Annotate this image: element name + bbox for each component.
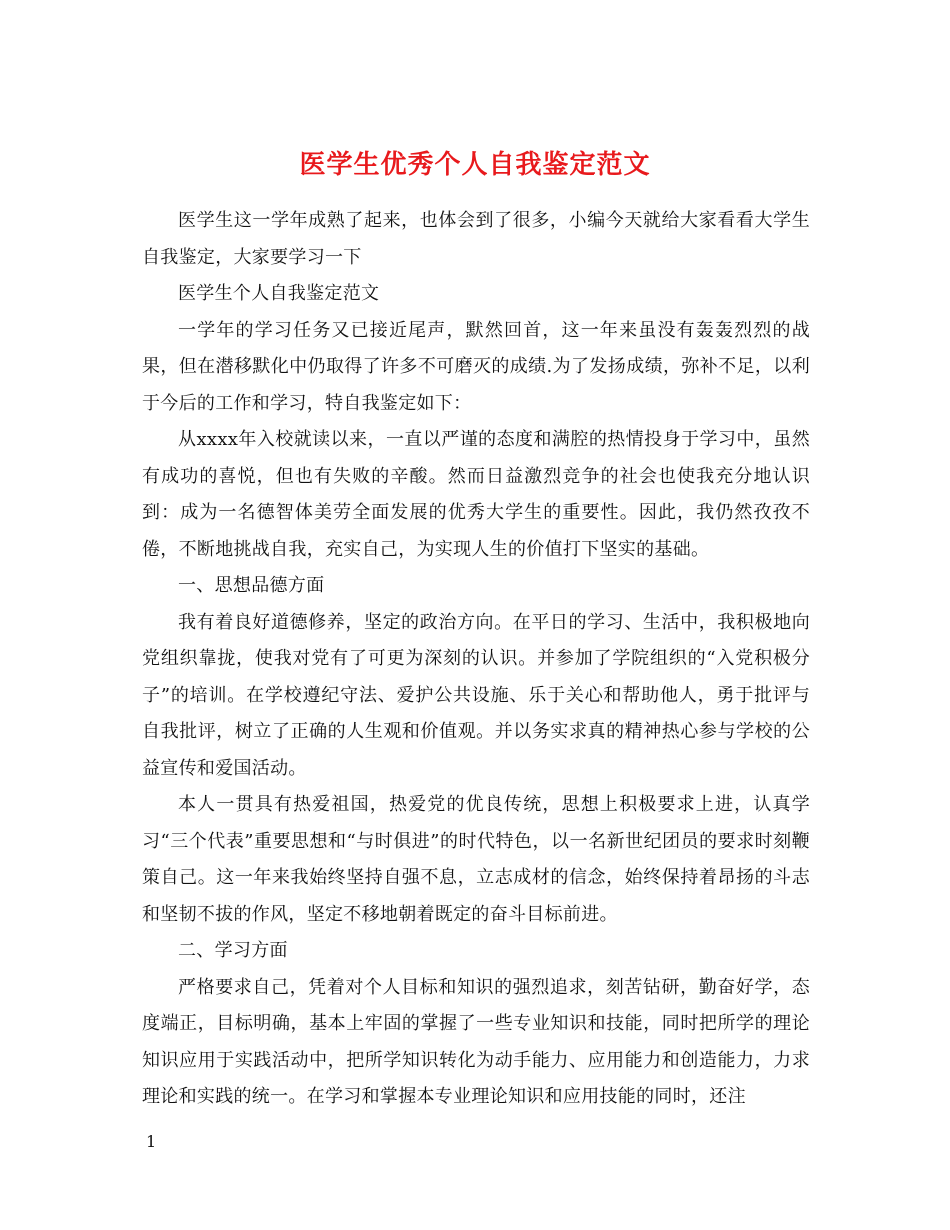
ideology-paragraph-1: 我有着良好道德修养，坚定的政治方向。在平日的学习、生活中，我积极地向党组织靠拢，使我对党有了可更为深刻的认识。并参加了学院组织的“入党积极分子”的培训。在学校遵纪守法、爱护公共设施、乐于关心和帮助他人，勇于批评与自我批评，树立了正确的人生观和价值观。并以务实求真的精神热心参与学校的公益宣传和爱国活动。 — [142, 611, 810, 779]
subtitle-paragraph: 医学生个人自我鉴定范文 — [178, 283, 380, 304]
section-heading-ideology: 一、思想品德方面 — [178, 575, 325, 596]
section-heading-study: 二、学习方面 — [178, 940, 288, 961]
document-body — [142, 203, 810, 1116]
opening-paragraph: 一学年的学习任务又已接近尾声，默然回首，这一年来虽没有轰轰烈烈的战果，但在潜移默化中仍取得了许多不可磨灭的成绩.为了发扬成绩，弥补不足，以利于今后的工作和学习，特自我鉴定如下： — [142, 319, 810, 414]
study-background-paragraph: 从xxxx年入校就读以来，一直以严谨的态度和满腔的热情投身于学习中，虽然有成功的喜悦，但也有失败的辛酸。然而日益激烈竞争的社会也使我充分地认识到：成为一名德智体美劳全面发展的优秀大学生的重要性。因此，我仍然孜孜不倦，不断地挑战自我，充实自己，为实现人生的价值打下坚实的基础。 — [142, 429, 810, 560]
ideology-paragraph-2: 本人一贯具有热爱祖国，热爱党的优良传统，思想上积极要求上进，认真学习“三个代表”重要思想和“与时俱进”的时代特色，以一名新世纪团员的要求时刻鞭策自己。这一年来我始终坚持自强不息，立志成材的信念，始终保持着昂扬的斗志和坚韧不拔的作风，坚定不移地朝着既定的奋斗目标前进。 — [142, 794, 810, 925]
document-title: 医学生优秀个人自我鉴定范文 — [299, 150, 651, 181]
intro-paragraph: 医学生这一学年成熟了起来，也体会到了很多，小编今天就给大家看看大学生自我鉴定，大家要学习一下 — [142, 210, 810, 268]
page-number: 1 — [146, 1132, 157, 1151]
study-paragraph: 严格要求自己，凭着对个人目标和知识的强烈追求，刻苦钻研，勤奋好学，态度端正，目标明确，基本上牢固的掌握了一些专业知识和技能，同时把所学的理论知识应用于实践活动中，把所学知识转化为动手能力、应用能力和创造能力，力求理论和实践的统一。在学习和掌握本专业理论知识和应用技能的同时，还注 — [142, 976, 810, 1107]
